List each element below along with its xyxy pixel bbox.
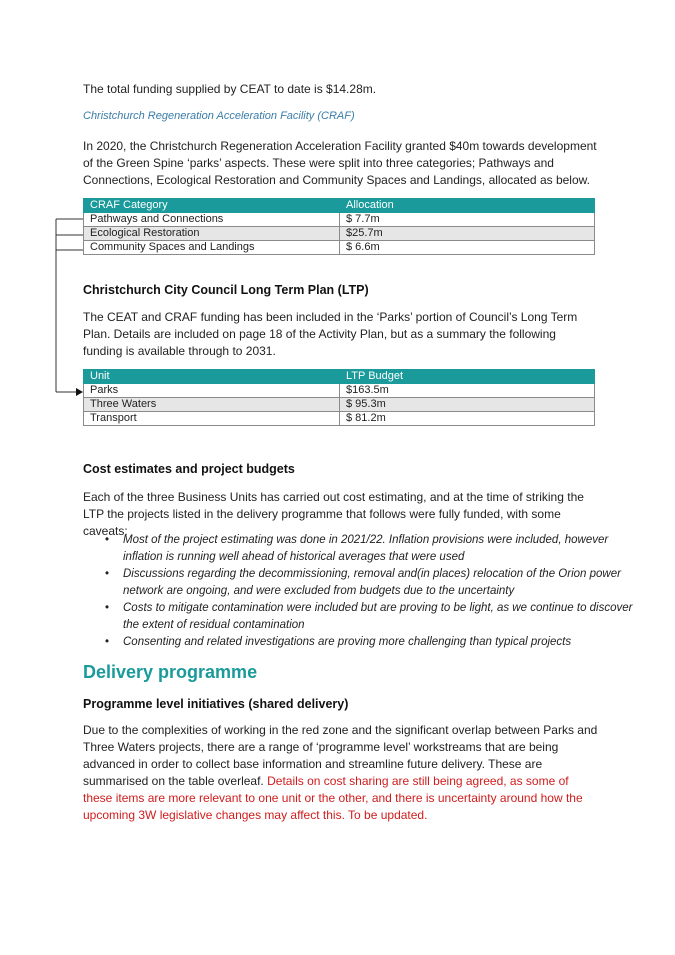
craf-heading: Christchurch Regeneration Acceleration Facility (CRAF) (83, 110, 355, 122)
programme-paragraph (83, 722, 598, 824)
table-header: CRAF Category (84, 199, 340, 213)
ltp-table (83, 369, 595, 426)
table-cell: Pathways and Connections (84, 213, 340, 227)
table-cell: Parks (84, 384, 340, 398)
table-cell: Transport (84, 412, 340, 426)
table-cell: Ecological Restoration (84, 227, 340, 241)
table-header: Allocation (340, 199, 595, 213)
list-item: • Discussions regarding the decommissioning, removal and(in places) relocation of the Orion power network are ongoing, and were excluded from budgets due to the uncertainty (123, 566, 643, 600)
table-cell: $ 6.6m (340, 241, 595, 255)
table-row (84, 384, 595, 398)
list-item: • Most of the project estimating was done in 2021/22. Inflation provisions were included, however inflation is running well ahead of historical averages that were used (123, 532, 643, 566)
list-item: • Costs to mitigate contamination were included but are proving to be light, as we continue to discover the extent of residual contamination (123, 600, 643, 634)
delivery-heading: Delivery programme (83, 662, 258, 682)
table-cell: Three Waters (84, 398, 340, 412)
table-cell: $ 95.3m (340, 398, 595, 412)
caveat-list (83, 532, 643, 651)
cost-paragraph: Each of the three Business Units has carried out cost estimating, and at the time of striking the LTP the projects listed in the delivery programme that follows were fully funded, with some caveats: (83, 490, 584, 538)
table-header-row (84, 370, 595, 384)
programme-heading: Programme level initiatives (shared delivery) (83, 697, 349, 711)
table-cell: $ 7.7m (340, 213, 595, 227)
intro-line: The total funding supplied by CEAT to date is $14.28m. (83, 82, 377, 96)
table-cell: $25.7m (340, 227, 595, 241)
table-header: LTP Budget (340, 370, 595, 384)
list-item: • Consenting and related investigations are proving more challenging than typical projects (123, 634, 643, 651)
programme-note: Details on cost sharing are still being agreed, as some of these items are more relevant to one unit or the other, and there is uncertainty around how the upcoming 3W legislative changes may affect this. To be updated. (83, 774, 583, 822)
cost-heading: Cost estimates and project budgets (83, 462, 295, 476)
table-row (84, 412, 595, 426)
table-cell: $163.5m (340, 384, 595, 398)
craf-paragraph: In 2020, the Christchurch Regeneration Acceleration Facility granted $40m towards development of the Green Spine ‘parks’ aspects. These were split into three categories; Pathways and Connections, Ecological Restoration and Community Spaces and Landings, allocated as below. (83, 139, 597, 187)
ltp-paragraph: The CEAT and CRAF funding has been included in the ‘Parks’ portion of Council’s Long Term Plan. Details are included on page 18 of the Activity Plan, but as a summary the following funding is available through to 2031. (83, 310, 578, 358)
table-cell: $ 81.2m (340, 412, 595, 426)
ltp-heading: Christchurch City Council Long Term Plan (LTP) (83, 283, 369, 297)
table-row (84, 398, 595, 412)
programme-text: Due to the complexities of working in the red zone and the significant overlap between Parks and Three Waters projects, there are a range of ‘programme level’ workstreams that are being advanced in order to collect base information and streamline future delivery. These are summarised on the table overleaf. (83, 723, 598, 788)
table-header: Unit (84, 370, 340, 384)
table-cell: Community Spaces and Landings (84, 241, 340, 255)
